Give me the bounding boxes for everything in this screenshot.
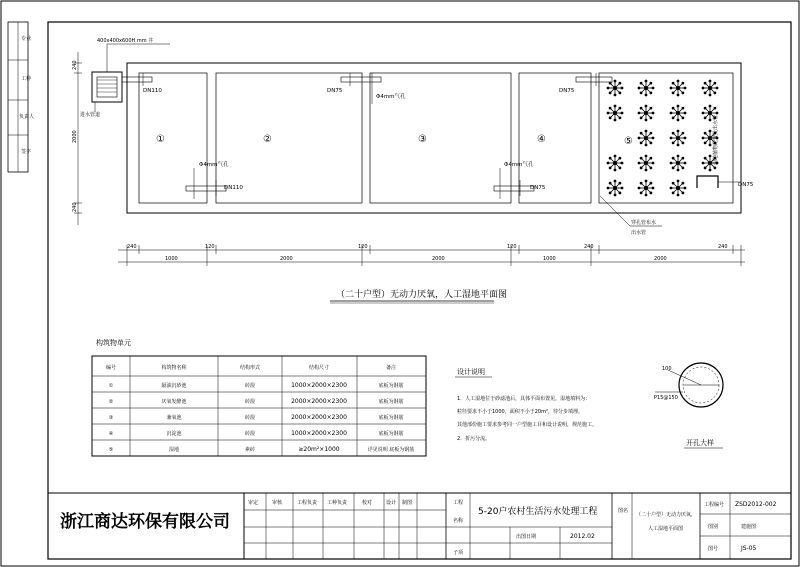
strip-label-3: 负责人: [19, 114, 35, 120]
table-cell: 砖混: [244, 415, 256, 421]
svg-text:1000: 1000: [165, 256, 178, 262]
tb-number-value: ZSD2012-002: [735, 501, 777, 508]
svg-text:120: 120: [205, 244, 215, 250]
tb-header-1: 审定: [248, 500, 259, 506]
plant-symbol: [670, 155, 687, 172]
svg-text:Φ4mm气孔: Φ4mm气孔: [504, 162, 534, 168]
left-dimensions: [72, 52, 82, 225]
table-cell: 底板为钢筋: [378, 415, 404, 421]
compartment-3: [370, 73, 511, 203]
table-cell: 沉淀池: [166, 431, 182, 437]
design-note-line-4: 2．折污分流。: [457, 436, 491, 442]
bottom-dimensions: [118, 244, 745, 266]
design-note-line-1: 1．人工湿地位于砂滤池后，具体平面布置见，湿地填料为：: [457, 396, 591, 402]
design-notes: [455, 367, 597, 442]
wetland-side-note: 湿地植物配置及出水管: [713, 114, 719, 165]
svg-text:240: 240: [718, 244, 728, 250]
table-cell: ④: [108, 431, 114, 437]
wetland-bottom-note-1: 穿孔管布水: [631, 220, 657, 226]
table-cell: 底板为钢筋: [378, 399, 404, 405]
table-cell: 素砖: [244, 447, 256, 453]
tb-header-3: 工程负责: [297, 500, 318, 506]
svg-text:Φ4mm气孔: Φ4mm气孔: [199, 162, 229, 168]
table-cell: ③: [108, 415, 114, 421]
plan-drawing: [72, 37, 754, 303]
plant-symbol: [638, 105, 655, 122]
unit-1-label: ①: [156, 134, 165, 145]
unit-5-label: ⑤: [624, 136, 633, 147]
tb-sheet-value: JS-05: [741, 545, 757, 552]
plant-symbol: [702, 80, 719, 97]
table-cell: ①: [108, 383, 114, 389]
tb-issue-label: 出图日期: [516, 534, 537, 540]
svg-text:DN110: DN110: [143, 88, 162, 94]
svg-text:240: 240: [72, 60, 78, 70]
tb-header-2: 审核: [272, 500, 283, 506]
tb-date-value: 2012.02: [570, 533, 595, 540]
table-header-cell: 构筑物名称: [161, 365, 187, 371]
plant-symbol: [670, 80, 687, 97]
svg-text:120: 120: [507, 244, 517, 250]
table-cell: 湿地: [168, 447, 180, 453]
wetland-bottom-note-2: 出水管: [631, 230, 647, 236]
table-header-cell: 编号: [105, 365, 117, 371]
unit-2-label: ②: [263, 134, 272, 145]
table-cell: 底板为钢筋: [378, 383, 404, 389]
detail-title: 开孔大样: [686, 439, 714, 447]
tb-header-7: 制图: [402, 500, 413, 506]
outer-border: [1, 1, 799, 566]
svg-text:DN110: DN110: [224, 185, 243, 191]
outlet-pipe: [697, 176, 754, 188]
plant-symbol: [638, 130, 655, 147]
tb-project-label-1: 工程: [453, 500, 464, 506]
tb-category-label: 图别: [708, 524, 719, 530]
table-cell: ⑤: [108, 447, 114, 453]
pipe-bottom-1: [186, 160, 243, 199]
table-header-cell: 结构尺寸: [308, 365, 330, 371]
tb-header-5: 校对: [362, 500, 373, 506]
tb-drawing-name-label: 图名: [618, 508, 629, 514]
design-notes-title: 设计说明: [457, 368, 485, 376]
tb-sheet-label: 图号: [708, 546, 719, 552]
tb-project-label-3: 子项: [453, 550, 464, 556]
pipe-top-1: [122, 73, 162, 94]
strip-label-2: 工种: [21, 76, 32, 82]
plant-symbol: [638, 180, 655, 197]
table-cell: 砖混: [244, 431, 256, 437]
plant-symbol: [670, 180, 687, 197]
tb-header-4: 工种负责: [327, 500, 348, 506]
compartment-4: [519, 73, 591, 203]
title-block: [48, 493, 791, 559]
svg-text:240: 240: [72, 202, 78, 212]
svg-text:DN75: DN75: [738, 182, 754, 188]
design-note-line-2: 粒径要求不小于1000，面积不小于20m²，待分步填埋。: [457, 409, 583, 415]
inlet-chamber-label: 400x400x600H mm 井: [97, 38, 154, 44]
table-cell: 砖混: [244, 383, 256, 389]
svg-text:DN75: DN75: [327, 88, 343, 94]
table-cell: 砖混: [244, 399, 256, 405]
plant-symbol: [638, 80, 655, 97]
inlet-chamber: [92, 72, 122, 102]
pipe-top-2: [327, 73, 406, 104]
hole-detail: [654, 363, 723, 448]
design-note-line-3: 其他部份施工要求参考同一户型施工目和设计说明，规范施工。: [457, 422, 598, 428]
table-cell: ≥20m²×1000: [298, 446, 340, 453]
detail-label-diameter: 100: [662, 366, 672, 372]
plant-symbol: [607, 105, 624, 122]
plant-symbol: [670, 130, 687, 147]
plant-symbol: [670, 105, 687, 122]
table-cell: 1000×2000×2300: [291, 382, 347, 389]
inlet-pipe-label: 进水管道: [80, 112, 101, 118]
tb-project-label-2: 名称: [453, 518, 464, 524]
svg-text:120: 120: [358, 244, 368, 250]
table-header-cell: 结构形式: [239, 365, 261, 371]
table-cell: 详见说明 底板为钢筋: [367, 447, 415, 453]
plan-title: （二十户型）无动力厌氧，人工湿地平面图: [336, 290, 508, 300]
svg-text:2000: 2000: [432, 256, 445, 262]
table-cell: 1000×2000×2300: [291, 430, 347, 437]
left-binding-strip: [8, 22, 34, 172]
svg-text:2000: 2000: [654, 256, 667, 262]
table-header-cell: 备注: [385, 365, 397, 371]
tb-category-value: 建施图: [741, 524, 757, 530]
structure-table: [92, 338, 426, 456]
plant-symbol: [607, 155, 624, 172]
table-cell: 隔油沉砂池: [161, 383, 187, 389]
svg-text:240: 240: [127, 244, 137, 250]
table-title: 构筑物单元: [96, 339, 131, 347]
pipe-top-4: [559, 73, 612, 94]
tb-header-6: 设计: [386, 500, 397, 506]
tb-number-label: 工程编号: [704, 502, 725, 508]
plant-symbol: [607, 180, 624, 197]
svg-text:DN75: DN75: [530, 185, 546, 191]
table-cell: 兼氧池: [166, 415, 182, 421]
pipe-bottom-2: [494, 160, 546, 199]
tb-drawing-name-2: 人工湿地平面图: [648, 526, 684, 532]
table-cell: 2000×2000×2300: [291, 398, 347, 405]
svg-text:1000: 1000: [543, 256, 556, 262]
table-cell: 厌氧发酵池: [161, 399, 187, 405]
unit-3-label: ③: [418, 134, 427, 145]
svg-text:2000: 2000: [72, 130, 78, 143]
company-name: 浙江商达环保有限公司: [60, 512, 230, 532]
table-cell: 2000×2000×2300: [291, 414, 347, 421]
unit-4-label: ④: [537, 134, 546, 145]
plant-symbol: [638, 155, 655, 172]
svg-text:Φ4mm气孔: Φ4mm气孔: [376, 94, 406, 100]
project-name: 5-20户农村生活污水处理工程: [478, 507, 598, 517]
strip-label-4: 签字: [21, 149, 32, 155]
svg-text:2000: 2000: [280, 256, 293, 262]
table-cell: 底板为钢筋: [378, 431, 404, 437]
svg-text:DN75: DN75: [559, 88, 575, 94]
strip-label-1: 专业: [21, 36, 32, 42]
detail-label-spacing: P15@150: [654, 395, 678, 401]
svg-text:240: 240: [584, 244, 594, 250]
tb-drawing-name-1: （二十户型）无动力厌氧，: [636, 512, 697, 518]
table-cell: ②: [108, 399, 114, 405]
